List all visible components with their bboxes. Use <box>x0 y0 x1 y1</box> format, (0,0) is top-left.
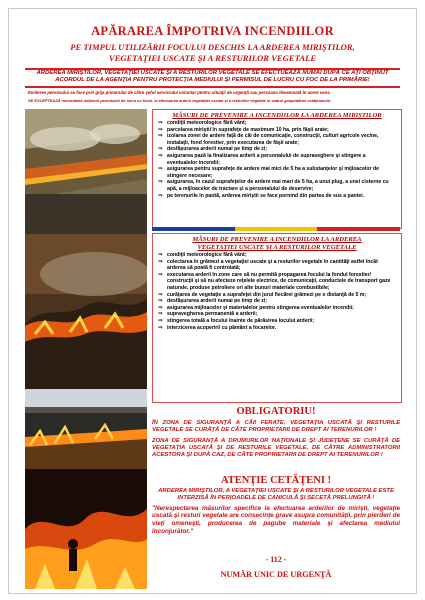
measure-text: asigurarea, în cazul suprafeţelor de ardere mai mari de 5 ha, a unui plug, a unei cisterne cu apă, a mijloacelor de tractare şi a personalului de deservire; <box>167 179 389 192</box>
measure-item <box>157 133 397 146</box>
arrow-bullet-icon: ⇒ <box>158 291 163 298</box>
stubble-measures-list <box>153 120 401 199</box>
flag-stripe <box>152 227 400 231</box>
measure-text: stingerea totală a focului înainte de părăsirea locului arderii; <box>167 317 315 324</box>
road-zone-text: ZONA DE SIGURANŢĂ A DRUMURILOR NAŢIONALE ŞI JUDEŢENE SE CURĂŢĂ DE VEGETAŢIA USCATĂ ŞI DE RESTURILE VEGETALE, DE CĂTRE ADMINISTRATORII ACESTORA ŞI DUPĂ CAZ, DE CĂTE PROPRIETARII DE DREPT AI TERENURILOR ! <box>152 437 400 459</box>
measure-item <box>157 298 397 305</box>
photo-fire-near-road <box>25 389 147 469</box>
measure-text: desfăşurarea arderii numai pe timp de zi; <box>167 298 267 305</box>
measure-item <box>157 311 397 318</box>
citizens-warning-block <box>152 475 400 536</box>
mandatory-block <box>152 406 400 459</box>
measure-item <box>157 166 397 179</box>
flag-yellow <box>235 227 318 231</box>
arrow-bullet-icon: ⇒ <box>158 317 163 324</box>
section-stubble-title: MĂSURI DE PREVENIRE A INCENDIILOR LA ARDEREA MIRIŞTILOR <box>172 112 382 119</box>
measure-item <box>157 292 397 299</box>
measure-text: izolarea zonei de ardere faţă de căi de comunicaţie, construcţii, culturi agricole vecine, instalaţii, fond forestier, prin executarea de fâşii arate; <box>167 133 379 146</box>
arrow-bullet-icon: ⇒ <box>158 146 163 153</box>
measure-item <box>157 272 397 292</box>
arrow-bullet-icon: ⇒ <box>158 271 163 278</box>
arrow-bullet-icon: ⇒ <box>158 192 163 199</box>
measure-text: colectarea în grămezi a vegetaţiei uscate şi a resturilor vegetale în cantităţi astfel încât arderea să poată fi controlată; <box>167 258 378 272</box>
citizens-warning-title: ATENŢIE CETĂŢENI ! <box>220 475 332 486</box>
measure-item <box>157 120 397 127</box>
photo-burning-grassland <box>25 234 147 389</box>
section-stubble-burning <box>152 109 402 229</box>
drought-ban-text: ARDEREA MIRIŞTILOR, A VEGETAŢIEI USCATE ŞI A RESTURILOR VEGETALE ESTE INTERZISĂ ÎN PERIOADELE DE CANICULĂ ŞI SECETĂ PRELUNGITĂ ! <box>158 488 394 502</box>
measure-item <box>157 127 397 134</box>
measure-text: asigurarea mijloacelor şi materialelor pentru stingerea eventualelor incendii; <box>167 304 354 311</box>
measure-item <box>157 318 397 325</box>
mandatory-title: OBLIGATORIU! <box>236 406 316 417</box>
arrow-bullet-icon: ⇒ <box>158 126 163 133</box>
consequences-quote: "Nerespectarea măsurilor specifice la efectuarea arderilor de mirişti, vegetaţie uscată şi resturi vegetale are consecinţe grave asupra comunităţii, prin pierderi de vieţi omeneşti, producerea de pagube materiale şi afectarea mediului înconjurător." <box>152 504 400 535</box>
arrow-bullet-icon: ⇒ <box>158 324 163 331</box>
photo-field-fire-aerial <box>25 109 147 234</box>
flag-red <box>317 227 400 231</box>
arrow-bullet-icon: ⇒ <box>158 152 163 159</box>
exception-note: SE EXCEPTEAZĂ necesitatea obţinerii permisului de lucru cu focul, la efectuarea arderii vegetaţiei uscate şi a resturilor vegetale în cadrul gospodăriei cetăţeanului. <box>28 98 332 103</box>
measure-text: supravegherea permanentă a arderii; <box>167 311 258 318</box>
subtitle-line-2: VEGETAŢIEI USCATE ŞI A RESTURILOR VEGETALE <box>108 53 317 63</box>
arrow-bullet-icon: ⇒ <box>158 179 163 186</box>
section-vegetation-burning <box>152 233 402 403</box>
measure-text: curăţarea de vegetaţie a suprafeţei din jurul fiecărei grămezi pe o distanţă de 5 m; <box>167 291 367 298</box>
measure-text: asigurarea pază la finalizarea arderii a personalului de supraveghere şi stingere a eventualelor incendii; <box>167 152 366 166</box>
measure-text: pe terenurile în pantă, arderea miriştii se face pornind din partea de sus a pantei. <box>167 192 365 199</box>
arrow-bullet-icon: ⇒ <box>158 311 163 318</box>
measure-text: parcelarea miriştii în suprafeţe de maximum 10 ha, prin fâşii arate; <box>167 126 329 133</box>
section-vegetation-title-line-2: VEGETAŢIEI USCATE ŞI A RESTURILOR VEGETALE <box>197 244 357 251</box>
measure-item <box>157 259 397 272</box>
arrow-bullet-icon: ⇒ <box>158 258 163 265</box>
railway-zone-text: ÎN ZONA DE SIGURANŢĂ A CĂII FERATE, VEGETAŢIA USCATĂ ŞI RESTURILE VEGETALE SE CURĂŢĂ DE CĂTE PROPRIETARII DE DREPT AI TERENURILOR ! <box>152 420 400 434</box>
permit-notice: ARDEREA MIRIŞTILOR, VEGETAŢIEI USCATE ŞI A RESTURILOR VEGETALE SE EFECTUEAZĂ NUMAI DUPĂ CE AŢI OBŢINUT ACORDUL DE LA AGENŢIA PENTRU PROTECŢIA MEDIULUI ŞI PERMISUL DE LUCRU CU FOC DE LA PRIMĂRIE! <box>36 70 389 84</box>
emergency-number: - 112 - <box>265 555 287 564</box>
measure-item <box>157 305 397 312</box>
subtitle-line-1: PE TIMPUL UTILIZĂRII FOCULUI DESCHIS LA ARDEREA MIRIŞTILOR, <box>70 42 355 52</box>
measure-item <box>157 252 397 259</box>
permit-note: Emiterea permisului se face prin grija primarului de către şeful serviciului voluntar pentru situaţii de urgenţă sau persoana desemnată în acest sens. <box>28 90 331 95</box>
measure-text: asigurarea pentru suprafeţe de ardere mai mici de 5 ha a substanţelor şi mijloacelor de stingere necesare; <box>167 166 379 179</box>
measure-text: executarea arderii în zone care să nu permită propagarea focului la fondul forestier/ construcţii şi să nu afecteze reţelele electrice, de comunicaţii, conductele de transport gaze naturale, produse petroliere ori alte bunuri materiale combustibile; <box>167 271 391 291</box>
measure-item <box>157 193 397 200</box>
measure-item <box>157 179 397 192</box>
emergency-label: NUMĂR UNIC DE URGENŢĂ <box>220 570 332 579</box>
arrow-bullet-icon: ⇒ <box>158 298 163 305</box>
measure-text: desfăşurarea arderii numai pe timp de zi; <box>167 146 267 153</box>
arrow-bullet-icon: ⇒ <box>158 166 163 173</box>
measure-text: interzicerea acoperirii cu pământ a focarelor. <box>167 324 277 331</box>
measure-text: condiţii meteorologice fără vânt; <box>167 120 247 126</box>
section-vegetation-title-line-1: MĂSURI DE PREVENIRE A INCENDIILOR LA ARDEREA <box>192 236 362 243</box>
vegetation-measures-list <box>153 252 401 331</box>
measure-text: condiţii meteorologice fără vânt; <box>167 252 247 258</box>
flag-blue <box>152 227 235 231</box>
measure-item <box>157 325 397 332</box>
measure-item <box>157 153 397 166</box>
page-title: APĂRAREA ÎMPOTRIVA INCENDIILOR <box>91 24 334 38</box>
arrow-bullet-icon: ⇒ <box>158 252 163 258</box>
measure-item <box>157 146 397 153</box>
photo-night-wildfire <box>25 469 147 589</box>
page-subtitle <box>24 42 401 64</box>
section-vegetation-title <box>153 234 401 252</box>
notice-divider <box>25 86 400 88</box>
arrow-bullet-icon: ⇒ <box>158 133 163 140</box>
arrow-bullet-icon: ⇒ <box>158 304 163 311</box>
arrow-bullet-icon: ⇒ <box>158 120 163 126</box>
